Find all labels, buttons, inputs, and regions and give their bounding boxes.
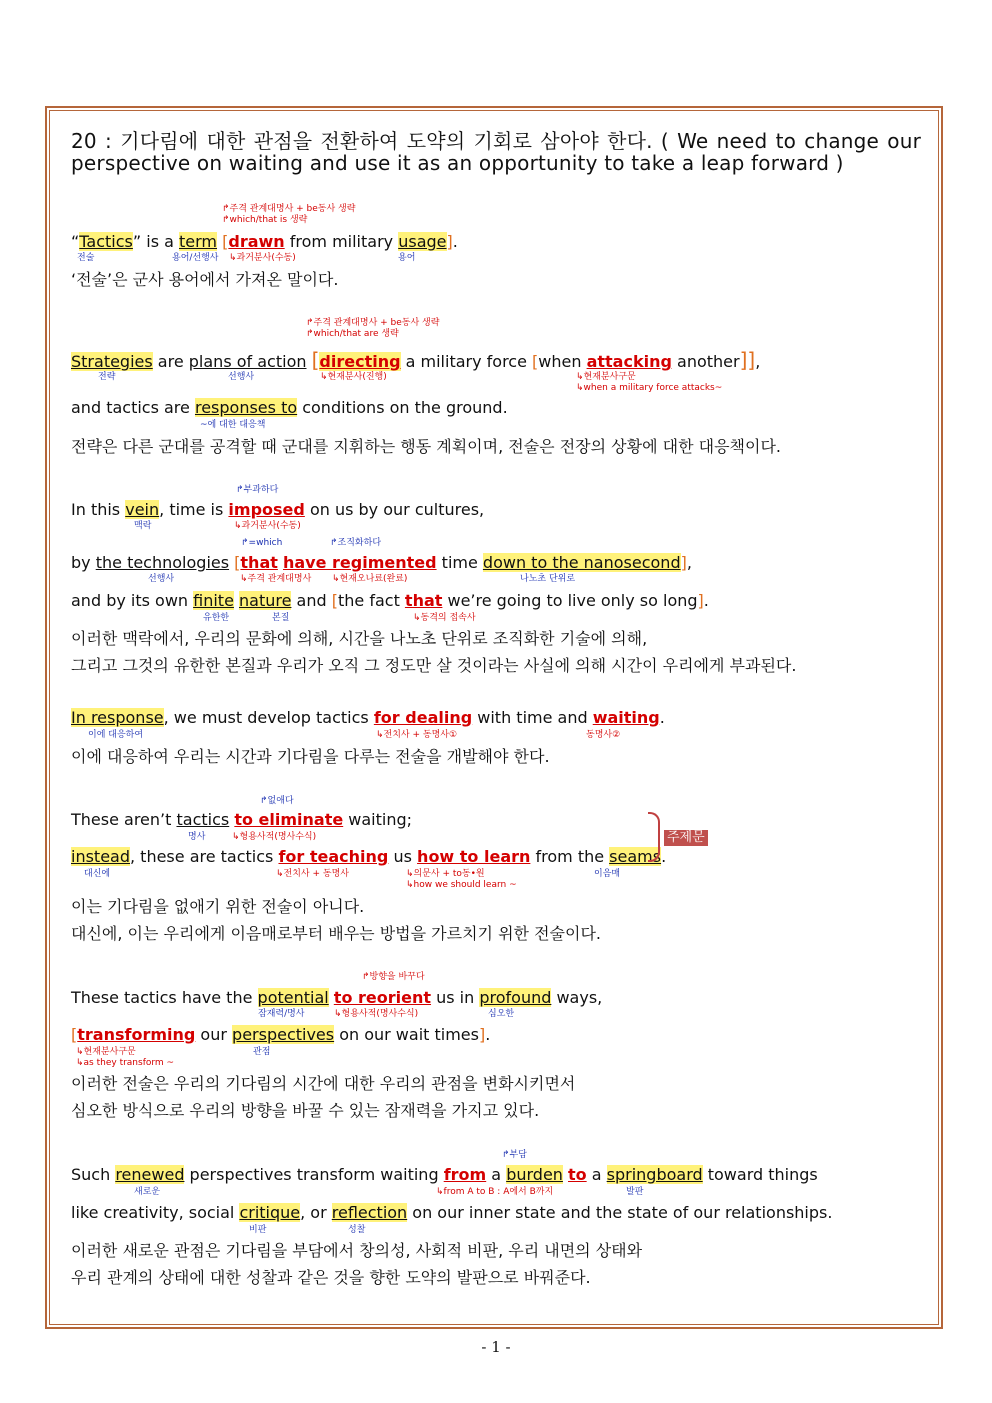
word-profound: profound [479, 988, 552, 1007]
gloss: 전술 [77, 253, 95, 263]
annotation: ↱which/that are 생략 [306, 329, 399, 339]
word-burden: burden [506, 1165, 563, 1184]
word-to: to [568, 1165, 587, 1184]
annotation: ↱주격 관계대명사 + be동사 생략 [306, 318, 440, 328]
translation: 이는 기다림을 없애기 위한 전술이 아니다. [71, 897, 365, 916]
gloss: 성찰 [348, 1225, 366, 1235]
gloss: ↳전치사 + 동명사 [276, 869, 349, 879]
gloss: 명사 [188, 832, 206, 842]
word-attacking: attacking [586, 352, 672, 371]
translation: 대신에, 이는 우리에게 이음매로부터 배우는 방법을 가르치기 위한 전술이다. [71, 924, 601, 943]
word-how-to-learn: how to learn [417, 847, 531, 866]
word-in-response: In response [71, 708, 164, 727]
gloss: ~에 대한 대응책 [200, 420, 266, 430]
word-that-2: that [404, 591, 443, 610]
gloss: 이에 대응하여 [88, 730, 144, 740]
gloss: ↳과거분사(수동) [229, 253, 296, 263]
gloss: ↳과거분사(수동) [234, 521, 301, 531]
word-for-teaching: for teaching [278, 847, 389, 866]
sentence-2: Strategies are plans of action [directing a military force [when attacking another]], [71, 348, 761, 372]
translation: 우리 관계의 상태에 대한 성찰과 같은 것을 향한 도약의 발판으로 바꿔준다. [71, 1268, 591, 1287]
word-critique: critique [239, 1203, 301, 1222]
gloss: ↳주격 관계대명사 [240, 574, 312, 584]
word-transforming: transforming [77, 1025, 196, 1044]
gloss: 용어/선행사 [172, 253, 219, 263]
word-perspectives: perspectives [232, 1025, 335, 1044]
word-drawn: drawn [228, 232, 285, 251]
gloss: 이음매 [594, 869, 621, 879]
sentence-1: “Tactics” is a term [drawn from military usage]. [71, 232, 458, 251]
gloss: ↳from A to B : A에서 B까지 [436, 1187, 554, 1197]
gloss: ↳현재분사구문 [76, 1047, 136, 1057]
gloss: 나노초 단위로 [520, 574, 576, 584]
word-to-reorient: to reorient [333, 988, 432, 1007]
word-instead: instead [71, 847, 130, 866]
gloss: 잠재력/명사 [258, 1009, 305, 1019]
annotation: ↱부과하다 [236, 485, 279, 495]
sentence-7b: like creativity, social critique, or reflection on our inner state and the state of our relationships. [71, 1203, 833, 1222]
annotation: ↱없애다 [260, 796, 294, 806]
annotation: ↱which/that is 생략 [222, 215, 308, 225]
word-directing: directing [319, 352, 401, 371]
gloss: ↳현재분사(진행) [320, 372, 387, 382]
word-plans: plans of action [188, 352, 307, 371]
word-term: term [179, 232, 218, 251]
gloss: ↳how we should learn ~ [406, 880, 517, 890]
word-to-eliminate: to eliminate [234, 810, 344, 829]
sentence-5b: instead, these are tactics for teaching us how to learn from the seams. [71, 847, 667, 866]
sentence-4: In response, we must develop tactics for dealing with time and waiting. [71, 708, 665, 727]
gloss: 대신에 [84, 869, 111, 879]
word-springboard: springboard [606, 1165, 703, 1184]
annotation: ↱조직화하다 [330, 538, 382, 548]
translation: ‘전술’은 군사 용어에서 가져온 말이다. [71, 270, 339, 289]
gloss: 동명사② [586, 730, 621, 740]
word-tactics: Tactics [79, 232, 133, 251]
gloss: 맥락 [134, 521, 152, 531]
translation: 그리고 그것의 유한한 본질과 우리가 오직 그 정도만 살 것이라는 사실에 의해 시간이 우리에게 부과된다. [71, 656, 797, 675]
word-technologies: the technologies [95, 553, 230, 572]
gloss: ↳as they transform ~ [76, 1058, 175, 1068]
page-number: - 1 - [481, 1338, 511, 1356]
gloss: 본질 [272, 613, 290, 623]
gloss: ↳형용사적(명사수식) [334, 1009, 419, 1019]
translation: 이러한 맥락에서, 우리의 문화에 의해, 시간을 나노초 단위로 조직화한 기술에 의해, [71, 629, 648, 648]
translation: 이러한 새로운 관점은 기다림을 부담에서 창의성, 사회적 비판, 우리 내면의 상태와 [71, 1241, 643, 1260]
gloss: ↳의문사 + to동•원 [406, 869, 485, 879]
gloss: 용어 [398, 253, 416, 263]
gloss: ↳전치사 + 동명사① [376, 730, 458, 740]
gloss: 발판 [626, 1187, 644, 1197]
annotation: ↱=which [241, 538, 283, 548]
sentence-2b: and tactics are responses to conditions on the ground. [71, 398, 508, 417]
gloss: 전략 [98, 372, 116, 382]
gloss: ↳when a military force attacks~ [576, 383, 723, 393]
word-usage: usage [398, 232, 447, 251]
sentence-3c: and by its own finite nature and [the fact that we’re going to live only so long]. [71, 591, 709, 610]
gloss: ↳현재오나료(완료) [332, 574, 408, 584]
gloss: ↳형용사적(명사수식) [232, 832, 317, 842]
sentence-7: Such renewed perspectives transform waiting from a burden to a springboard toward things [71, 1165, 818, 1184]
sentence-3: In this vein, time is imposed on us by our cultures, [71, 500, 485, 519]
word-imposed: imposed [228, 500, 305, 519]
gloss: ↳현재분사구문 [576, 372, 636, 382]
word-finite: finite [193, 591, 234, 610]
word-strategies: Strategies [71, 352, 153, 371]
word-nature: nature [239, 591, 292, 610]
annotation: ↱부담 [502, 1150, 527, 1160]
word-from: from [443, 1165, 487, 1184]
translation: 전략은 다른 군대를 공격할 때 군대를 지휘하는 행동 계획이며, 전술은 전장의 상황에 대한 대응책이다. [71, 437, 781, 456]
sentence-3b: by the technologies [that have regimented time down to the nanosecond], [71, 553, 692, 572]
word-seams: seams [609, 847, 662, 866]
translation: 이러한 전술은 우리의 기다림의 시간에 대한 우리의 관점을 변화시키면서 [71, 1074, 576, 1093]
gloss: ↳동격의 접속사 [413, 613, 476, 623]
translation: 심오한 방식으로 우리의 방향을 바꿀 수 있는 잠재력을 가지고 있다. [71, 1101, 540, 1120]
sentence-6: These tactics have the potential to reorient us in profound ways, [71, 988, 603, 1007]
gloss: 심오한 [488, 1009, 515, 1019]
translation: 이에 대응하여 우리는 시간과 기다림을 다루는 전술을 개발해야 한다. [71, 747, 550, 766]
word-reflection: reflection [331, 1203, 408, 1222]
word-waiting: waiting [592, 708, 660, 727]
sentence-6b: [transforming our perspectives on our wait times]. [71, 1025, 491, 1044]
word-responses-to: responses to [194, 398, 298, 417]
word-for-dealing: for dealing [373, 708, 473, 727]
word-vein: vein [125, 500, 160, 519]
gloss: 새로운 [134, 1187, 161, 1197]
topic-bracket [648, 812, 660, 862]
word-tactics-2: tactics [176, 810, 230, 829]
gloss: 선행사 [148, 574, 175, 584]
gloss: 유한한 [203, 613, 230, 623]
topic-sentence-badge: 주제문 [664, 830, 708, 846]
word-that: that [240, 553, 278, 572]
gloss: 관점 [253, 1047, 271, 1057]
gloss: 선행사 [228, 372, 255, 382]
word-have-regimented: have regimented [282, 553, 437, 572]
page-title: 20 : 기다림에 대한 관점을 전환하여 도약의 기회로 삼아야 한다. ( We need to change our perspective on waiting and use it as an opportunity to take a leap forward ) [71, 129, 921, 175]
annotation: ↱주격 관계대명사 + be동사 생략 [222, 204, 356, 214]
word-potential: potential [257, 988, 329, 1007]
gloss: 비판 [249, 1225, 267, 1235]
word-renewed: renewed [115, 1165, 185, 1184]
annotation: ↱방향을 바꾸다 [362, 972, 425, 982]
sentence-5: These aren’t tactics to eliminate waiting; [71, 810, 413, 829]
word-down-to: down to the nanosecond [482, 553, 681, 572]
